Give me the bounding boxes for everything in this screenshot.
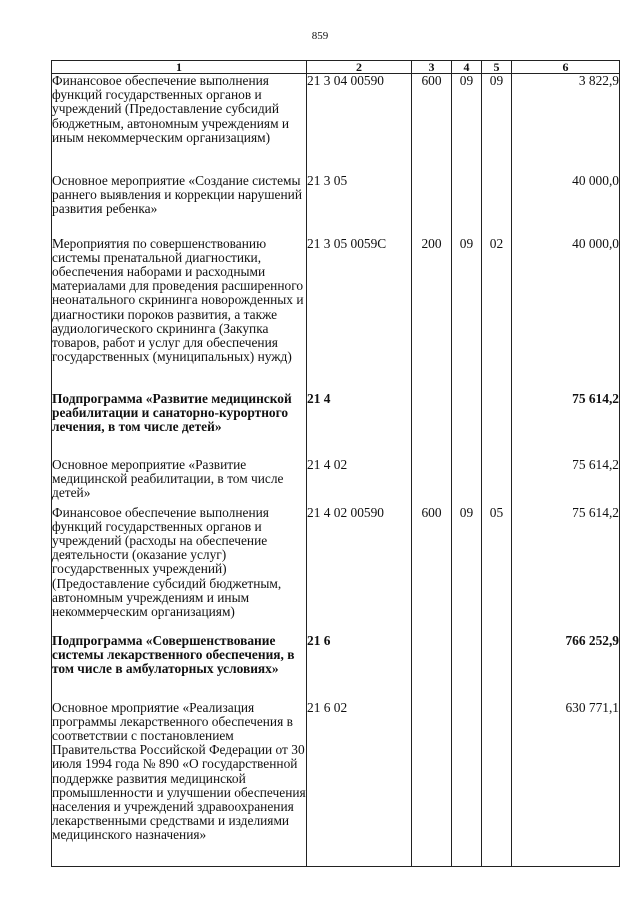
item-col3 xyxy=(412,634,452,701)
item-name: Финансовое обеспечение выполнения функций государственных органов и учреждений (Предоставление субсидий бюджетным, автономным учреждениям и иным некоммерческим организациям) xyxy=(52,74,307,174)
item-col3: 200 xyxy=(412,237,452,392)
item-code: 21 4 xyxy=(307,392,412,458)
item-name: Мероприятия по совершенствованию системы пренатальной диагностики, обеспечения наборами и расходными материалами для проведения расширенного неонатального скрининга новорожденных и диагностики пороков развития, а также аудиологического скрининга (Закупка товаров, работ и услуг для обеспечения государственных (муниципальных) нужд) xyxy=(52,237,307,392)
item-col3 xyxy=(412,458,452,506)
budget-table xyxy=(51,60,620,867)
item-amount: 766 252,9 xyxy=(512,634,620,701)
table-row xyxy=(52,74,620,174)
item-col5: 09 xyxy=(482,74,512,174)
item-code: 21 6 xyxy=(307,634,412,701)
item-col4: 09 xyxy=(452,506,482,634)
item-col4: 09 xyxy=(452,237,482,392)
item-code: 21 4 02 00590 xyxy=(307,506,412,634)
item-col4: 09 xyxy=(452,74,482,174)
item-col4 xyxy=(452,458,482,506)
column-header: 6 xyxy=(512,61,620,74)
subprogram-name: Подпрограмма «Развитие медицинской реабилитации и санаторно-курортного лечения, в том числе детей» xyxy=(52,392,307,458)
item-col3: 600 xyxy=(412,506,452,634)
item-col5 xyxy=(482,458,512,506)
item-amount: 40 000,0 xyxy=(512,174,620,237)
item-col5 xyxy=(482,174,512,237)
item-amount: 75 614,2 xyxy=(512,506,620,634)
item-code: 21 3 05 xyxy=(307,174,412,237)
item-col3 xyxy=(412,174,452,237)
item-amount: 75 614,2 xyxy=(512,392,620,458)
column-header: 4 xyxy=(452,61,482,74)
item-code: 21 6 02 xyxy=(307,701,412,867)
item-col4 xyxy=(452,174,482,237)
item-col5 xyxy=(482,634,512,701)
item-code: 21 4 02 xyxy=(307,458,412,506)
table-row xyxy=(52,634,620,701)
item-amount: 630 771,1 xyxy=(512,701,620,867)
page-number: 859 xyxy=(311,30,329,42)
table-row xyxy=(52,506,620,634)
item-name: Основное мероприятие «Развитие медицинской реабилитации, в том числе детей» xyxy=(52,458,307,506)
item-col5 xyxy=(482,392,512,458)
item-name: Финансовое обеспечение выполнения функций государственных органов и учреждений (расходы на обеспечение деятельности (оказание услуг) государственных учреждений) (Предоставление субсидий бюджетным, автономным учреждениям и иным некоммерческим организациям) xyxy=(52,506,307,634)
item-name: Основное мроприятие «Реализация программы лекарственного обеспечения в соответствии с постановлением Правительства Российской Федерации от 30 июля 1994 года № 890 «О государственной поддержке развития медицинской промышленности и улучшении обеспечения населения и учреждений здравоохранения лекарственными средствами и изделиями медицинского назначения» xyxy=(52,701,307,867)
item-code: 21 3 05 0059С xyxy=(307,237,412,392)
item-col4 xyxy=(452,634,482,701)
item-col5: 02 xyxy=(482,237,512,392)
item-name: Основное мероприятие «Создание системы раннего выявления и коррекции нарушений развития ребенка» xyxy=(52,174,307,237)
item-col3 xyxy=(412,701,452,867)
item-col3: 600 xyxy=(412,74,452,174)
column-header: 5 xyxy=(482,61,512,74)
item-col5: 05 xyxy=(482,506,512,634)
item-col3 xyxy=(412,392,452,458)
column-header: 1 xyxy=(52,61,307,74)
item-amount: 40 000,0 xyxy=(512,237,620,392)
table-row xyxy=(52,392,620,458)
item-col5 xyxy=(482,701,512,867)
subprogram-name: Подпрограмма «Совершенствование системы лекарственного обеспечения, в том числе в амбулаторных условиях» xyxy=(52,634,307,701)
item-amount: 75 614,2 xyxy=(512,458,620,506)
column-header: 2 xyxy=(307,61,412,74)
item-col4 xyxy=(452,701,482,867)
item-amount: 3 822,9 xyxy=(512,74,620,174)
column-header: 3 xyxy=(412,61,452,74)
item-col4 xyxy=(452,392,482,458)
table-row xyxy=(52,701,620,867)
table-header-row xyxy=(52,61,620,74)
table-row xyxy=(52,458,620,506)
table-row xyxy=(52,237,620,392)
item-code: 21 3 04 00590 xyxy=(307,74,412,174)
table-row xyxy=(52,174,620,237)
